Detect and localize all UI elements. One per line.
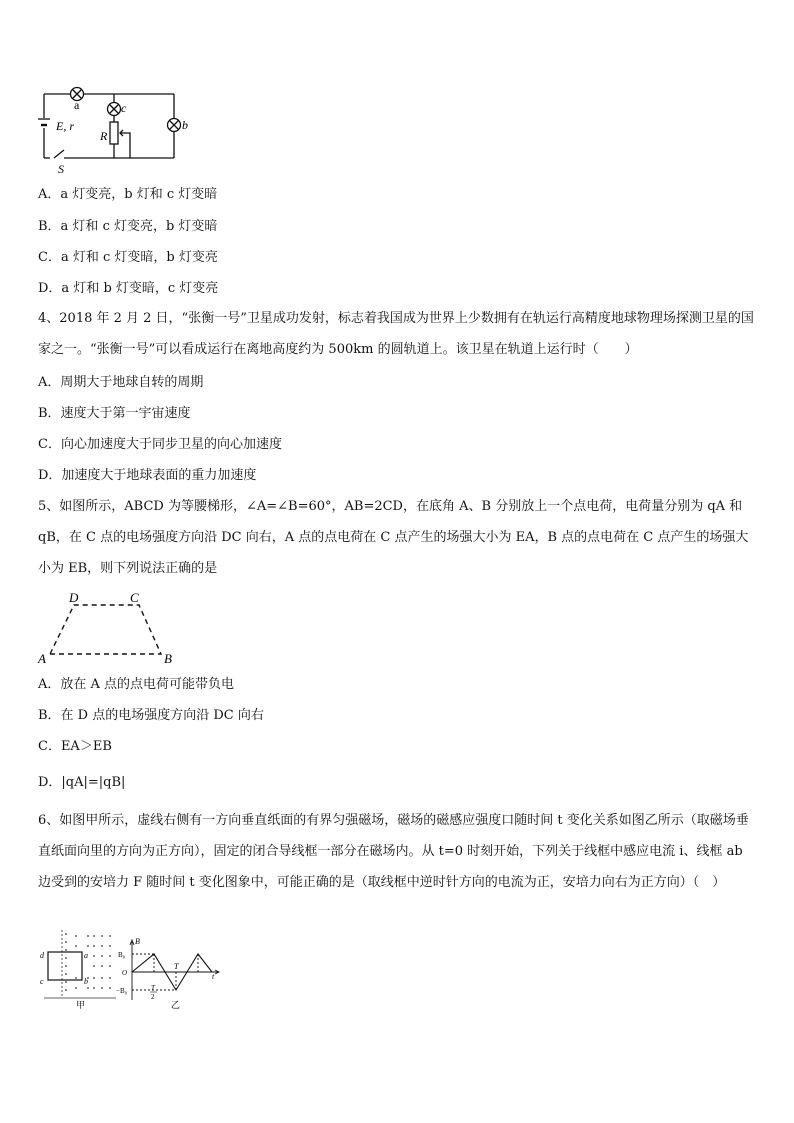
q6-stem: 6、如图甲所示，虚线右侧有一方向垂直纸面的有界匀强磁场，磁场的磁感应强度口随时间 t 变化关系如图乙所示（取磁场垂直纸面向里的方向为正方向），固定的闭合导线框一部分在磁场内。从 t=0 时刻开始，下列关于线框中感应电流 i、线框 ab 边受到的安培力 F 随时间 t 变化图象中，可能正确的是（取线框中逆时针方向的电流为正，安培力向右为正方向）（ ）	[38, 813, 749, 890]
magnetic-field-figure	[36, 928, 226, 1010]
label-frame-d: d	[40, 951, 44, 960]
q5-stem: 5、如图所示，ABCD 为等腰梯形，∠A=∠B=60°，AB=2CD，在底角 A、B 分别放上一个点电荷，电荷量分别为 qA 和 qB，在 C 点的电场强度方向沿 DC 向右，A 点的点电荷在 C 点产生的场强大小为 EA，B 点的点电荷在 C 点产生的场强大小为 EB，则下列说法正确的是	[38, 499, 749, 576]
trapezoid-figure	[36, 590, 186, 665]
q3-option-b: B．a 灯和 c 灯变亮，b 灯变暗	[38, 219, 218, 234]
label-switch: S	[58, 162, 64, 176]
label-axis-b: B	[135, 937, 140, 946]
label-er: E, r	[56, 119, 74, 133]
q3-option-a: A．a 灯变亮，b 灯和 c 灯变暗	[38, 187, 218, 202]
label-yi: 乙	[171, 1000, 181, 1010]
q4-option-a: A．周期大于地球自转的周期	[38, 375, 204, 390]
q4-option-b: B．速度大于第一宇宙速度	[38, 406, 191, 421]
q4-option-c: C．向心加速度大于同步卫星的向心加速度	[38, 437, 282, 452]
q3-option-d: D．a 灯和 b 灯变暗，c 灯变亮	[38, 281, 219, 296]
label-neg-b0: −B₀	[116, 987, 128, 995]
label-period: T	[174, 962, 179, 971]
label-lamp-a: a	[74, 98, 80, 112]
label-axis-t: t	[212, 972, 215, 981]
q4-stem: 4、2018 年 2 月 2 日，“张衡一号”卫星成功发射，标志着我国成为世界上少数拥有在轨运行高精度地球物理场探测卫星的国家之一。“张衡一号”可以看成运行在离地高度约为 500km 的圆轨道上。该卫星在轨道上运行时（ ）	[38, 311, 754, 357]
q4-option-d: D．加速度大于地球表面的重力加速度	[38, 468, 257, 483]
q5-option-c: C．EA＞EB	[38, 739, 112, 754]
label-t-half-num: T	[151, 984, 155, 992]
label-lamp-c: c	[121, 101, 127, 115]
label-t-half-den: 2	[151, 993, 155, 1001]
label-frame-a: a	[84, 951, 88, 960]
label-resistor: R	[100, 129, 108, 143]
label-lamp-b: b	[182, 118, 188, 132]
label-jia: 甲	[76, 1000, 86, 1010]
q3-option-c: C．a 灯和 c 灯变暗，b 灯变亮	[38, 250, 218, 265]
q5-option-b: B．在 D 点的电场强度方向沿 DC 向右	[38, 708, 264, 723]
q5-option-d: D．|qA|=|qB|	[38, 775, 126, 790]
label-frame-b: b	[84, 977, 88, 986]
label-origin: O	[122, 969, 128, 977]
label-vertex-a: A	[38, 651, 46, 665]
q5-option-a: A．放在 A 点的点电荷可能带负电	[38, 677, 235, 692]
circuit-figure	[36, 78, 196, 178]
label-vertex-d: D	[69, 590, 79, 605]
label-vertex-b: B	[164, 651, 172, 665]
label-vertex-c: C	[130, 590, 139, 605]
label-b0: B₀	[118, 951, 126, 959]
label-frame-c: c	[40, 977, 44, 986]
